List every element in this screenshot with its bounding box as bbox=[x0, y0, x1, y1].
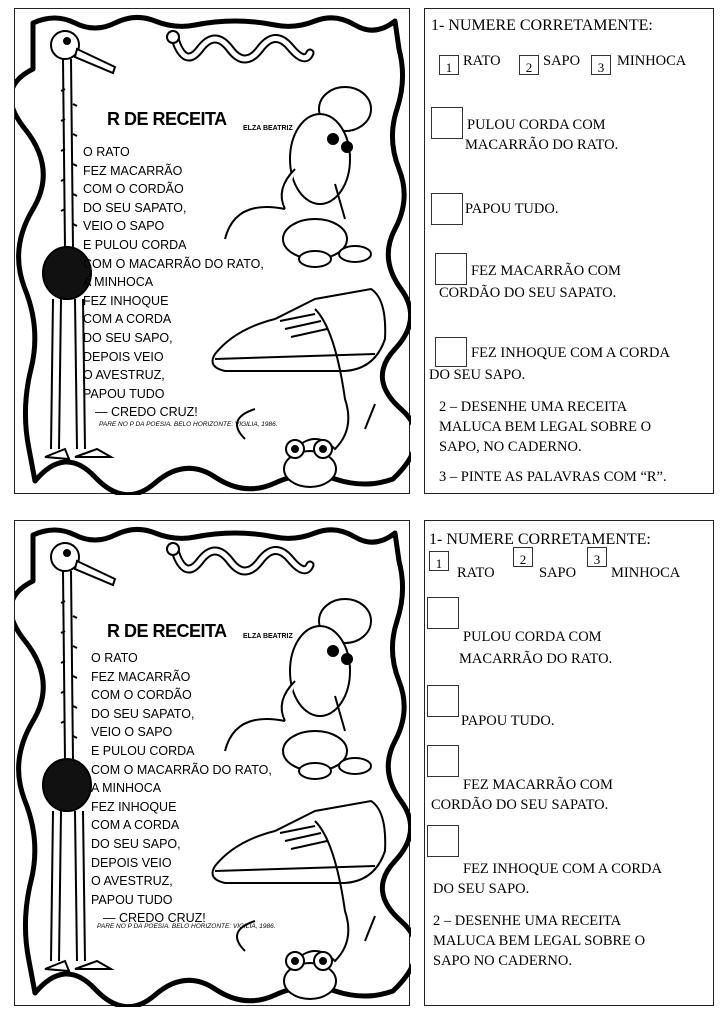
item-text: PULOU CORDA COM bbox=[467, 117, 606, 133]
option-label: MINHOCA bbox=[611, 565, 681, 581]
option-number-box: 1 bbox=[439, 55, 459, 75]
item-text: MACARRÃO DO RATO. bbox=[465, 137, 619, 153]
item-text: FEZ MACARRÃO COM bbox=[471, 263, 621, 279]
poem-line: DEPOIS VEIO bbox=[83, 349, 164, 364]
option-number-box: 3 bbox=[587, 547, 607, 567]
option-number-box: 1 bbox=[429, 551, 449, 571]
poem-title: R DE RECEITA bbox=[107, 109, 227, 129]
poem-line: COM O CORDÃO bbox=[83, 182, 184, 197]
poem-line: FEZ INHOQUE bbox=[91, 799, 177, 814]
poem-line: DO SEU SAPATO, bbox=[91, 706, 195, 721]
quiz-heading: 1- NUMERE CORRETAMENTE: bbox=[431, 17, 653, 34]
poem-text bbox=[83, 143, 264, 422]
poem-line: — CREDO CRUZ! bbox=[103, 911, 206, 926]
item-text: MACARRÃO DO RATO. bbox=[459, 651, 613, 667]
poem-line: O AVESTRUZ, bbox=[91, 874, 173, 889]
poem-line: VEIO O SAPO bbox=[83, 219, 165, 234]
worm-illustration bbox=[167, 31, 310, 59]
option-number-box: 2 bbox=[513, 547, 533, 567]
option-number-box: 3 bbox=[591, 55, 611, 75]
question-2: MALUCA BEM LEGAL SOBRE O bbox=[439, 419, 652, 435]
poem-line: FEZ MACARRÃO bbox=[91, 669, 191, 684]
poem-credit: PARE NO P DA POESIA. BELO HORIZONTE: VIGILIA, 1986. bbox=[97, 923, 276, 930]
poem-card-bottom bbox=[14, 520, 410, 1006]
item-text: PAPOU TUDO. bbox=[461, 713, 555, 729]
question-2: 2 – DESENHE UMA RECEITA bbox=[439, 399, 628, 415]
poem-line: PAPOU TUDO bbox=[83, 386, 165, 401]
poem-line: COM A CORDA bbox=[83, 312, 172, 327]
poem-title: R DE RECEITA bbox=[107, 621, 227, 641]
item-text: FEZ INHOQUE COM A CORDA bbox=[471, 345, 670, 361]
question-2: 2 – DESENHE UMA RECEITA bbox=[433, 913, 622, 929]
quiz-card-top bbox=[424, 8, 714, 494]
poem-line: DO SEU SAPATO, bbox=[83, 200, 187, 215]
poem-line: COM O MACARRÃO DO RATO, bbox=[91, 762, 272, 777]
poem-line: FEZ MACARRÃO bbox=[83, 163, 183, 178]
option-label: SAPO bbox=[539, 565, 577, 581]
poem-author: ELZA BEATRIZ bbox=[243, 633, 293, 640]
option-label: RATO bbox=[457, 565, 495, 581]
answer-box[interactable] bbox=[431, 107, 463, 139]
item-text: DO SEU SAPO. bbox=[429, 367, 526, 383]
answer-box[interactable] bbox=[427, 685, 459, 717]
item-text: PULOU CORDA COM bbox=[463, 629, 602, 645]
poem-line: VEIO O SAPO bbox=[91, 725, 173, 740]
poem-line: O AVESTRUZ, bbox=[83, 368, 165, 383]
question-3: 3 – PINTE AS PALAVRAS COM “R”. bbox=[439, 469, 667, 485]
item-text: DO SEU SAPO. bbox=[433, 881, 530, 897]
item-text: FEZ INHOQUE COM A CORDA bbox=[463, 861, 662, 877]
poem-line: DO SEU SAPO, bbox=[83, 330, 173, 345]
answer-box[interactable] bbox=[427, 825, 459, 857]
poem-line: E PULOU CORDA bbox=[91, 743, 195, 758]
poem-credit: PARE NO P DA POESIA. BELO HORIZONTE: VIGILIA, 1986. bbox=[99, 421, 278, 428]
quiz-heading: 1- NUMERE CORRETAMENTE: bbox=[429, 531, 651, 548]
poem-line: O RATO bbox=[83, 145, 130, 159]
poem-line: DO SEU SAPO, bbox=[91, 836, 181, 851]
poem-text bbox=[91, 649, 272, 928]
poem-line: COM A CORDA bbox=[91, 818, 180, 833]
poem-line: E PULOU CORDA bbox=[83, 237, 187, 252]
poem-line: COM O CORDÃO bbox=[91, 688, 192, 703]
question-2: SAPO, NO CADERNO. bbox=[439, 439, 582, 455]
option-label: MINHOCA bbox=[617, 53, 687, 69]
option-label: SAPO bbox=[543, 53, 581, 69]
answer-box[interactable] bbox=[431, 193, 463, 225]
question-2: SAPO NO CADERNO. bbox=[433, 953, 572, 969]
question-2: MALUCA BEM LEGAL SOBRE O bbox=[433, 933, 646, 949]
answer-box[interactable] bbox=[427, 745, 459, 777]
item-text: CORDÃO DO SEU SAPATO. bbox=[431, 797, 609, 813]
answer-box[interactable] bbox=[427, 597, 459, 629]
poem-line: — CREDO CRUZ! bbox=[95, 405, 198, 420]
answer-box[interactable] bbox=[435, 253, 467, 285]
poem-line: COM O MACARRÃO DO RATO, bbox=[83, 256, 264, 271]
poem-line: FEZ INHOQUE bbox=[83, 293, 169, 308]
poem-author: ELZA BEATRIZ bbox=[243, 125, 293, 132]
option-label: RATO bbox=[463, 53, 501, 69]
item-text: CORDÃO DO SEU SAPATO. bbox=[439, 285, 617, 301]
poem-line: A MINHOCA bbox=[91, 781, 162, 796]
answer-box[interactable] bbox=[435, 337, 467, 367]
poem-line: A MINHOCA bbox=[83, 275, 154, 290]
worm-illustration bbox=[167, 543, 310, 571]
item-text: FEZ MACARRÃO COM bbox=[463, 777, 613, 793]
poem-line: PAPOU TUDO bbox=[91, 892, 173, 907]
item-text: PAPOU TUDO. bbox=[465, 201, 559, 217]
poem-card-top bbox=[14, 8, 410, 494]
option-number-box: 2 bbox=[519, 55, 539, 75]
poem-line: O RATO bbox=[91, 651, 138, 665]
quiz-card-bottom bbox=[424, 520, 714, 1006]
poem-line: DEPOIS VEIO bbox=[91, 855, 172, 870]
